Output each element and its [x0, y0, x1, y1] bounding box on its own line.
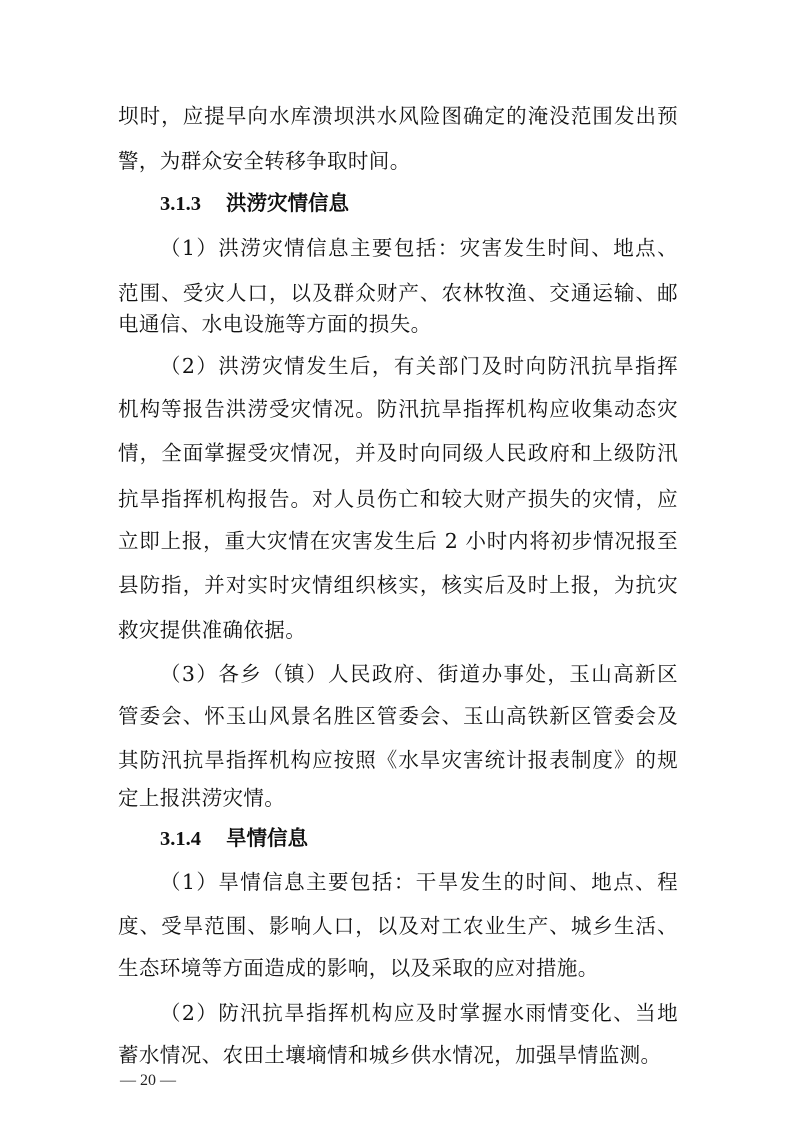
paragraph-line: 管委会、怀玉山风景名胜区管委会、玉山高铁新区管委会及	[118, 704, 678, 728]
page-number: — 20 —	[120, 1072, 176, 1089]
paragraph-line: 抗旱指挥机构报告。对人员伤亡和较大财产损失的灾情，应	[118, 487, 678, 511]
paragraph-line: 定上报洪涝灾情。	[118, 786, 286, 810]
paragraph-line: 坝时，应提早向水库溃坝洪水风险图确定的淹没范围发出预	[118, 104, 678, 128]
paragraph-line: （1）洪涝灾情信息主要包括：灾害发生时间、地点、	[160, 236, 678, 260]
paragraph-line: 立即上报，重大灾情在灾害发生后 2 小时内将初步情况报至	[118, 529, 678, 553]
paragraph-line: 度、受旱范围、影响人口，以及对工农业生产、城乡生活、	[118, 914, 678, 938]
section-title: 洪涝灾情信息	[226, 191, 349, 215]
paragraph-line: （1）旱情信息主要包括：干旱发生的时间、地点、程	[160, 870, 678, 894]
paragraph-line: 机构等报告洪涝受灾情况。防汛抗旱指挥机构应收集动态灾	[118, 397, 678, 421]
paragraph-line: 县防指，并对实时灾情组织核实，核实后及时上报，为抗灾	[118, 573, 678, 597]
section-heading-3-1-4	[160, 828, 308, 850]
paragraph-line: （2）防汛抗旱指挥机构应及时掌握水雨情变化、当地	[160, 1001, 678, 1025]
paragraph-line: 警，为群众安全转移争取时间。	[118, 149, 411, 173]
paragraph-line: （3）各乡（镇）人民政府、街道办事处，玉山高新区	[160, 662, 678, 686]
paragraph-line: （2）洪涝灾情发生后，有关部门及时向防汛抗旱指挥	[160, 354, 678, 378]
paragraph-line: 救灾提供准确依据。	[118, 618, 307, 642]
paragraph-line: 其防汛抗旱指挥机构应按照《水旱灾害统计报表制度》的规	[118, 748, 678, 772]
paragraph-line: 电通信、水电设施等方面的损失。	[118, 312, 432, 336]
section-number: 3.1.4	[160, 828, 201, 850]
paragraph-line: 情，全面掌握受灾情况，并及时向同级人民政府和上级防汛	[118, 441, 678, 465]
paragraph-line: 生态环境等方面造成的影响，以及采取的应对措施。	[118, 956, 599, 980]
paragraph-line: 范围、受灾人口，以及群众财产、农林牧渔、交通运输、邮	[118, 281, 678, 305]
section-heading-3-1-3	[160, 193, 349, 215]
paragraph-line: 蓄水情况、农田土壤墒情和城乡供水情况，加强旱情监测。	[118, 1043, 662, 1067]
section-number: 3.1.3	[160, 193, 201, 215]
section-title: 旱情信息	[226, 826, 308, 850]
